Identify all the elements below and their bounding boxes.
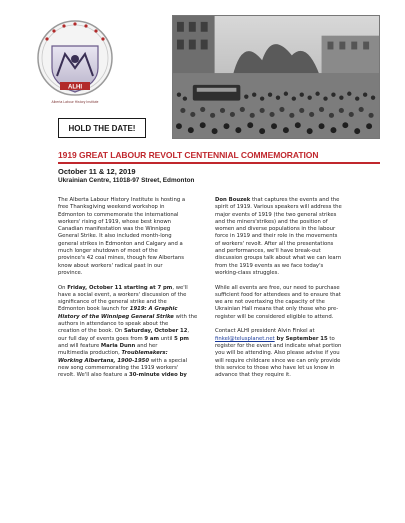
- production-title: Troublemakers:: [121, 350, 168, 357]
- text-line: have a social event, a workers' discussion of the: [58, 291, 187, 298]
- left-column: [58, 197, 197, 379]
- book-title: 1919: A Graphic: [129, 306, 178, 313]
- text-line: spirit of 1919. Various speakers will address the: [215, 204, 342, 211]
- text-line: force in 1919 and their role in the movements: [215, 233, 338, 240]
- contact-email-link[interactable]: finkel@telusplanet.net: [215, 335, 275, 342]
- text-line: of workers' revolt. After all the presentations: [215, 240, 334, 247]
- text-line: register for the event and indicate what portion: [215, 342, 342, 349]
- text-line: province's 42 coal mines, though few Albertans: [58, 255, 184, 262]
- text-line: General Strike. It also included month-long: [58, 233, 172, 240]
- text-line: advance that they require it.: [215, 372, 291, 379]
- text-line: creation of the book. On Saturday, October 12,: [58, 328, 190, 335]
- event-title: 1919 GREAT LABOUR REVOLT CENTENNIAL COMMEMORATION: [58, 150, 319, 160]
- text-line: Working Albertans, 1900-1950 with a special: [58, 357, 188, 364]
- text-line: significance of the general strike and the: [58, 299, 167, 306]
- text-line: women and diverse populations in the labour: [215, 226, 336, 233]
- text-line: from the 1919 events as we face today's: [215, 262, 324, 269]
- svg-text:ALHI: ALHI: [68, 84, 82, 91]
- text-line: new song commemorating the 1919 workers': [58, 364, 179, 371]
- saturday-date: Saturday, October 12: [123, 328, 188, 335]
- register-deadline: by September 15: [274, 335, 328, 342]
- book-title-cont: History of the Winnipeg General Strike: [58, 313, 174, 320]
- text-line: On Friday, October 11 starting at 7 pm, we'll: [58, 284, 188, 291]
- text-line: History of the Winnipeg General Strike with the: [58, 313, 198, 320]
- logo-caption: Alberta Labour History Institute: [51, 100, 99, 104]
- text-line: finkel@telusplanet.net by September 15 to: [215, 335, 335, 342]
- text-line: The Alberta Labour History Institute is hosting a: [58, 197, 186, 203]
- filmmaker-name: Don Bouzek: [215, 197, 251, 203]
- winnipeg-strike-photo: [172, 15, 380, 139]
- text-line: multimedia production, Troublemakers:: [58, 350, 168, 357]
- text-line: general strikes in Edmonton and Calgary and a: [58, 240, 183, 247]
- performer-name: Maria Dunn: [100, 342, 136, 349]
- text-line: While all events are free, our need to purchase: [215, 284, 340, 291]
- text-line: much longer shutdown of most of the: [58, 248, 158, 255]
- text-line: will require childcare since we can only provide: [215, 357, 341, 364]
- text-line: you will be attending. Also please advise if you: [215, 350, 340, 357]
- right-column: [215, 197, 342, 379]
- text-line: Contact ALHI president Alvin Finkel at: [215, 328, 315, 335]
- event-dates: October 11 & 12, 2019: [58, 167, 136, 176]
- text-line: and will feature Maria Dunn and her: [58, 342, 158, 349]
- title-divider: [58, 162, 380, 164]
- text-line: Canadian manifestation was the Winnipeg: [58, 226, 171, 233]
- alhi-logo: [35, 18, 115, 100]
- text-line: and the miners'strikes) and the position of: [215, 218, 328, 225]
- text-line: we are not overtaxing the capacity of the: [215, 299, 325, 306]
- text-line: province.: [58, 269, 83, 276]
- text-line: Edmonton to commemorate the international: [58, 211, 179, 218]
- text-line: revolt. We'll also feature a 30-minute video by: [58, 372, 187, 379]
- text-line: Ukrainian Hall means that only those who pre-: [215, 306, 339, 313]
- text-line: free Thanksgiving weekend workshop in: [58, 204, 165, 211]
- friday-time: Friday, October 11 starting at 7 pm: [67, 284, 173, 291]
- hold-the-date-box: HOLD THE DATE!: [58, 118, 146, 138]
- text-line: authors in attendance to speak about the: [58, 321, 169, 328]
- text-line: workers' rising of 1919, whose best known: [58, 218, 172, 225]
- text-line: this service to those who have let us know in: [215, 364, 335, 371]
- text-line: working-class struggles.: [215, 269, 280, 276]
- event-venue: Ukrainian Centre, 11018-97 Street, Edmonton: [58, 177, 195, 184]
- text-line: know about workers' radical past in our: [58, 262, 163, 269]
- video-length: 30-minute video by: [129, 372, 187, 379]
- text-line: register will be considered eligible to attend.: [215, 313, 334, 320]
- text-line: major events of 1919 (the two general strikes: [215, 211, 337, 218]
- text-line: Edmonton book launch for 1919: A Graphic: [58, 306, 178, 313]
- text-line: sufficient food for attendees and to ensure that: [215, 291, 341, 298]
- text-line: our full day of events goes from 9 am until 5 pm: [58, 335, 189, 342]
- text-line: and performances, we'll have break-out: [215, 248, 321, 255]
- text-line: discussion groups talk about what we can learn: [215, 255, 342, 262]
- production-title-cont: Working Albertans, 1900-1950: [58, 357, 150, 364]
- text-line: Don Bouzek that captures the events and the: [215, 197, 340, 203]
